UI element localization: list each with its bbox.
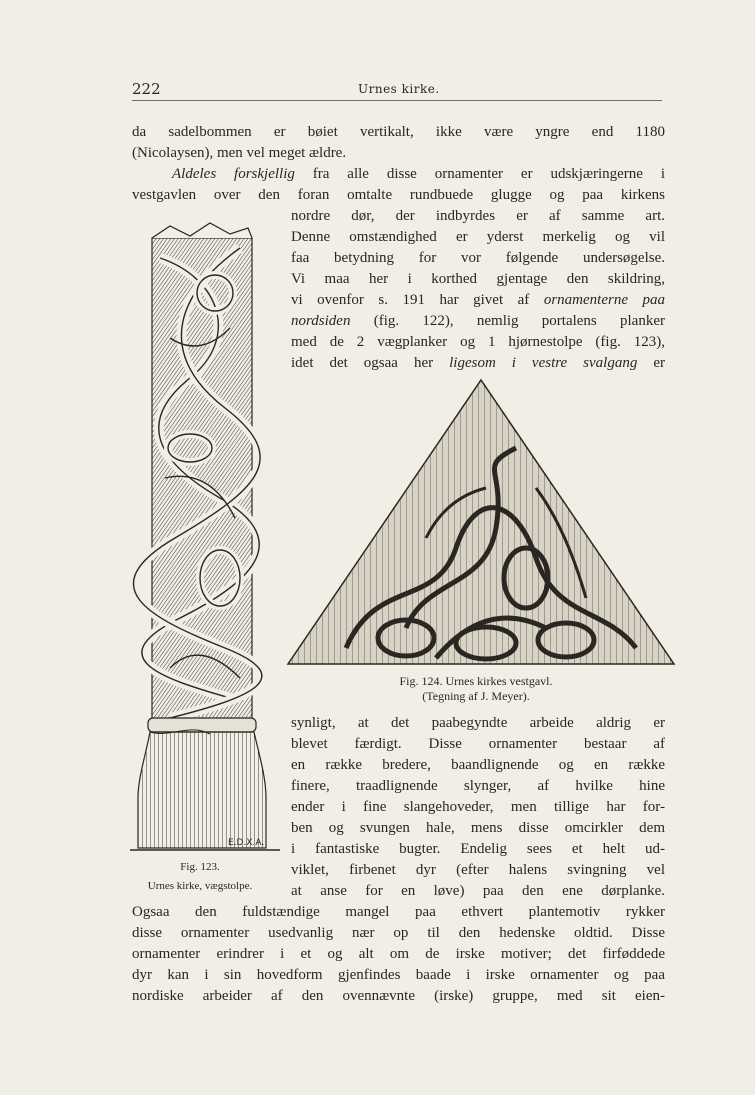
text-line: ender i fine slangehoveder, men tillige har for- <box>291 799 665 815</box>
text-line <box>291 290 665 310</box>
text-line: blevet færdigt. Disse ornamenter bestaar af <box>291 736 665 752</box>
caption-line: Urnes kirke, vægstolpe. <box>147 880 253 892</box>
figure-124-caption <box>376 674 576 704</box>
text-line: nordiske arbeider af den ovennævnte (irske) gruppe, med sit eien- <box>132 988 665 1004</box>
page-number: 222 <box>132 80 161 98</box>
text-run: vi ovenfor s. 191 har givet af <box>291 292 544 308</box>
text-run: fra alle disse ornamenter er udskjæringerne i <box>294 166 665 182</box>
text-line: (Nicolaysen), men vel meget ældre. <box>132 145 347 161</box>
text-line: nordre dør, der indbyrdes er af samme art. <box>291 208 665 224</box>
figure-signature: E.D.X.A. <box>228 838 265 848</box>
running-header <box>132 78 662 101</box>
italic-phrase: ornamenterne paa <box>543 292 665 308</box>
text-line: finere, traadlignende slynger, af hvilke hine <box>291 778 665 794</box>
text-line: disse ornamenter usedvanlig nær op til den hedenske oldtid. Disse <box>132 925 665 941</box>
caption-line: Fig. 124. Urnes kirkes vestgavl. <box>399 674 553 688</box>
text-line: faa betydning for vor følgende undersøgelse. <box>291 250 665 266</box>
text-line <box>291 353 665 373</box>
text-line: da sadelbommen er bøiet vertikalt, ikke være yngre end 1180 <box>132 124 665 140</box>
figure-123-caption <box>112 860 288 894</box>
figure-123-carved-post <box>130 218 285 858</box>
text-line: synligt, at det paabegyndte arbeide aldrig er <box>291 715 665 731</box>
caption-line: Fig. 123. <box>180 861 220 873</box>
text-line: ornamenter erindrer i et og alt om de irske motiver; det firføddede <box>132 946 665 962</box>
text-run: er <box>637 355 665 371</box>
text-line <box>291 311 665 331</box>
text-line: at anse for en løve) paa den ene dørplanke. <box>291 883 665 899</box>
italic-phrase: Aldeles forskjellig <box>172 166 295 182</box>
text-line: Denne omstændighed er yderst merkelig og vil <box>291 229 665 245</box>
text-line: ben og svungen hale, mens disse omcirkler dem <box>291 820 665 836</box>
text-run: idet det ogsaa her <box>291 355 450 371</box>
figure-124-gable <box>286 378 676 668</box>
text-line <box>172 164 665 184</box>
text-line: Vi maa her i korthed gjentage den skildring, <box>291 271 665 287</box>
text-line: vestgavlen over den foran omtalte rundbuede glugge og paa kirkens <box>132 187 665 203</box>
text-line: Ogsaa den fuldstændige mangel paa ethvert plantemotiv rykker <box>132 904 665 920</box>
text-line: i fantastiske bugter. Endelig sees et helt ud- <box>291 841 665 857</box>
text-line: med de 2 vægplanker og 1 hjørnestolpe (fig. 123), <box>291 334 665 350</box>
italic-phrase: nordsiden <box>291 313 351 329</box>
italic-phrase: ligesom i vestre svalgang <box>449 355 638 371</box>
caption-line: (Tegning af J. Meyer). <box>422 689 530 703</box>
text-line: dyr kan i sin hovedform gjenfindes baade i irske ornamenter og paa <box>132 967 665 983</box>
text-run: (fig. 122), nemlig portalens planker <box>350 313 665 329</box>
running-title: Urnes kirke. <box>358 82 440 96</box>
text-line: en række bredere, baandlignende og en række <box>291 757 665 773</box>
text-line: viklet, firbenet dyr (efter halens svingning vel <box>291 862 665 878</box>
